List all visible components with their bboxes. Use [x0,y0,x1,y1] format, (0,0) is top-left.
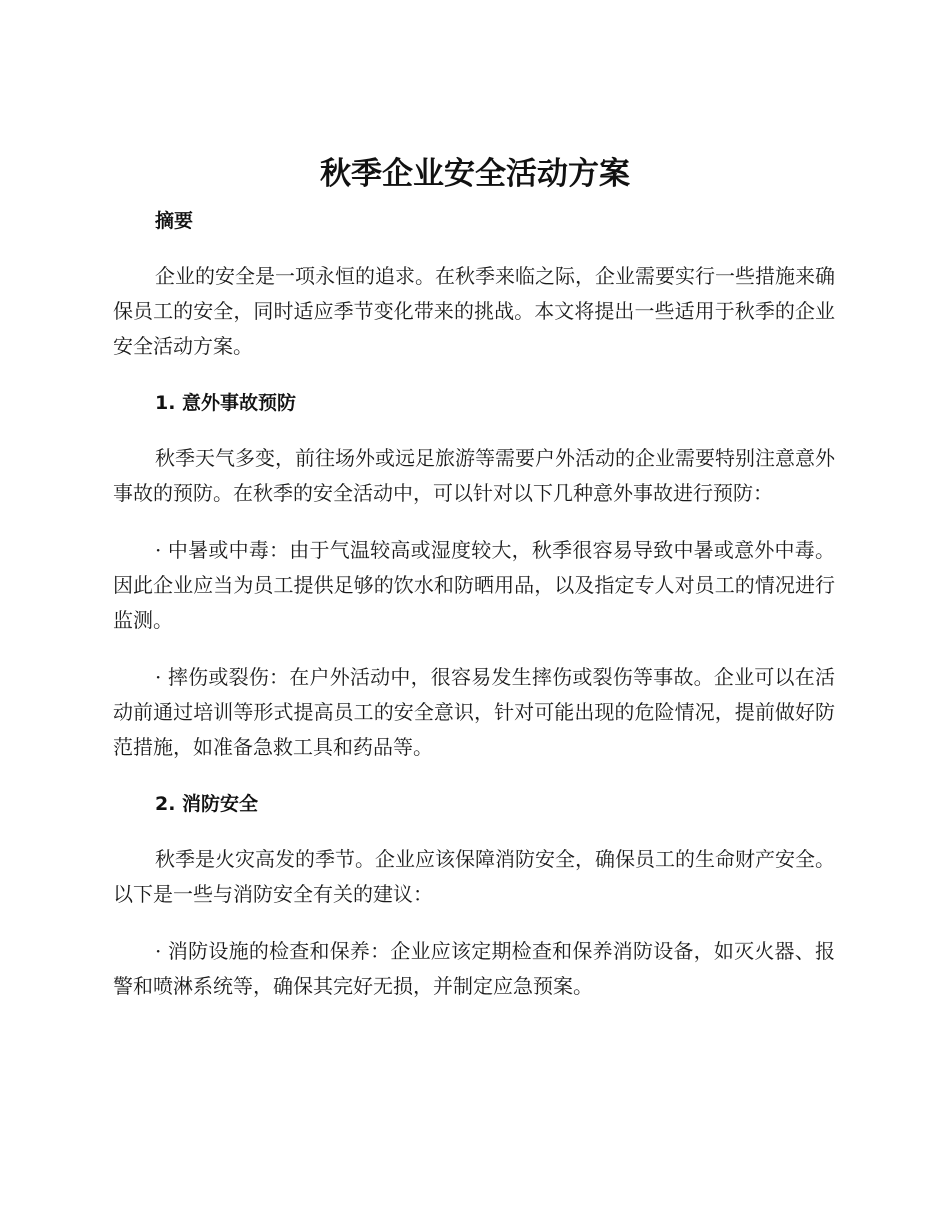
spacer [113,765,835,787]
spacer [113,821,835,842]
document-body [113,204,835,1004]
abstract-heading: 摘要 [155,210,194,232]
section-heading-fire-safety: 2. 消防安全 [155,793,259,815]
section-intro-accident-prevention: 秋季天气多变，前往场外或远足旅游等需要户外活动的企业需要特别注意意外事故的预防。在秋季的安全活动中，可以针对以下几种意外事故进行预防： [113,446,835,505]
spacer [113,638,835,660]
section-heading-accident-prevention: 1. 意外事故预防 [155,392,297,414]
abstract-paragraph: 企业的安全是一项永恒的追求。在秋季来临之际，企业需要实行一些措施来确保员工的安全，同时适应季节变化带来的挑战。本文将提出一些适用于秋季的企业安全活动方案。 [113,264,835,358]
spacer [113,511,835,533]
spacer [113,238,835,259]
document-title: 秋季企业安全活动方案 [320,156,630,192]
bullet-falls-cuts: · 摔伤或裂伤：在户外活动中，很容易发生摔伤或裂伤等事故。企业可以在活动前通过培训等形式提高员工的安全意识，针对可能出现的危险情况，提前做好防范措施，如准备急救工具和药品等。 [113,665,835,759]
bullet-heatstroke-poisoning: · 中暑或中毒：由于气温较高或湿度较大，秋季很容易导致中暑或意外中毒。因此企业应当为员工提供足够的饮水和防晒用品，以及指定专人对员工的情况进行监测。 [113,538,835,632]
spacer [113,912,835,934]
bullet-fire-equipment-inspection: · 消防设施的检查和保养：企业应该定期检查和保养消防设备，如灭火器、报警和喷淋系统等，确保其完好无损，并制定应急预案。 [113,939,835,998]
section-intro-fire-safety: 秋季是火灾高发的季节。企业应该保障消防安全，确保员工的生命财产安全。以下是一些与消防安全有关的建议： [113,847,835,906]
spacer [113,364,835,386]
spacer [113,420,835,441]
